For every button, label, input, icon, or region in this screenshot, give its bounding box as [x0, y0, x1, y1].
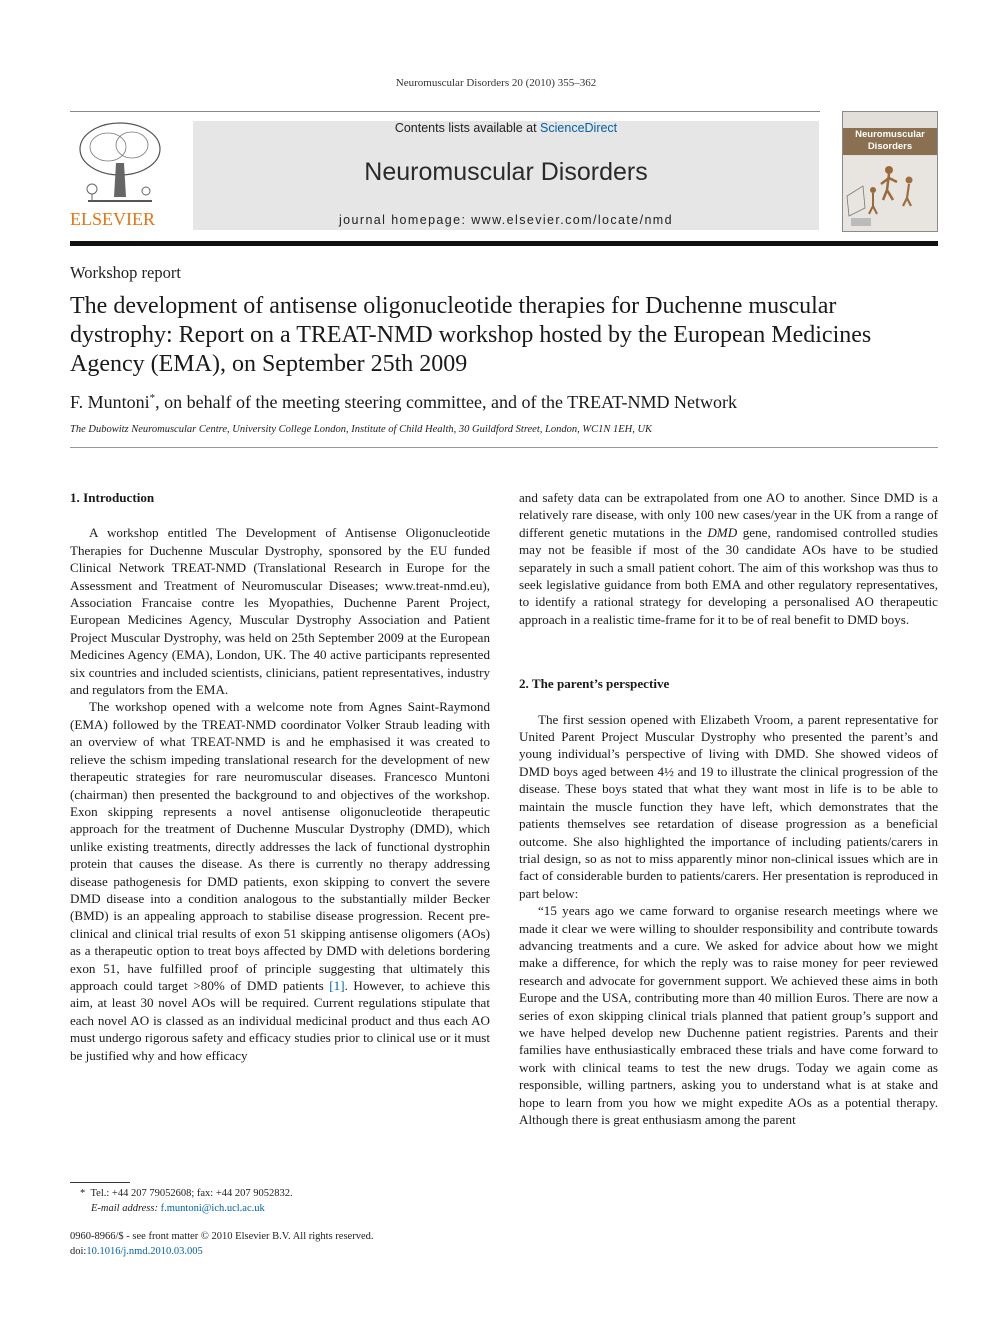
article-title: The development of antisense oligonucleotide therapies for Duchenne muscular dystrophy: Report on a TREAT-NMD workshop hosted by the European Medicines Agency (EMA), on September 25th 2009 — [70, 293, 872, 377]
footnote — [70, 1186, 490, 1216]
journal-banner — [193, 121, 819, 230]
paragraph: A workshop entitled The Development of Antisense Oligonucleotide Therapies for Duchenne Muscular Dystrophy, sponsored by the EU funded Clinical Network TREAT-NMD (Translational Research in Europe for the Assessment and Treatment of Neuromuscular Diseases; www.treat-nmd.eu), Association Francaise contre les Myopathies, Duchenne Parent Project, European Medicines Agency, Muscular Dystrophy Association and Patient Project Muscular Dystrophy, was held on 25th September 2009 at the European Medicines Agency (EMA), London, UK. The 40 active participants represented six countries and included scientists, clinicians, patient representatives, industry and regulators from the EMA. — [70, 525, 490, 698]
footnote-mark: * — [80, 1188, 86, 1199]
journal-cover-image — [842, 111, 938, 232]
reference-link[interactable]: [1] — [329, 977, 345, 993]
abstract-rule — [70, 447, 938, 448]
author-line — [70, 392, 940, 413]
author-affiliation: The Dubowitz Neuromuscular Centre, University College London, Institute of Child Health, 30 Guildford Street, London, WC1N 1EH, UK — [70, 424, 653, 435]
section-heading-parents-perspective: 2. The parent’s perspective — [519, 676, 670, 692]
corresponding-author-mark[interactable]: * — [149, 392, 156, 404]
doi-link[interactable]: 10.1016/j.nmd.2010.03.005 — [86, 1245, 203, 1257]
contents-line — [193, 121, 819, 135]
author-note: , on behalf of the meeting steering committee, and of the TREAT-NMD Network — [155, 392, 737, 412]
journal-homepage[interactable]: journal homepage: www.elsevier.com/locate/nmd — [339, 213, 673, 227]
sciencedirect-link[interactable]: ScienceDirect — [540, 121, 618, 135]
issn-line: 0960-8966/$ - see front matter © 2010 Elsevier B.V. All rights reserved. — [70, 1231, 374, 1242]
footnote-rule — [70, 1182, 130, 1183]
journal-name: Neuromuscular Disorders — [364, 158, 648, 186]
contents-prefix: Contents lists available at — [394, 121, 541, 135]
copyright-notice — [70, 1230, 490, 1259]
journal-citation: Neuromuscular Disorders 20 (2010) 355–362 — [395, 77, 597, 89]
paragraph: and safety data can be extrapolated from one AO to another. Since DMD is a relatively rare disease, with only 100 new cases/year in the UK from a range of different genetic mutations in the DMD gene, randomised controlled studies may not be feasible if most of the 30 candidate AOs have to be studied separately in such a small patient cohort. The aim of this workshop was thus to seek legislative guidance from both EMA and other regulatory representatives, to identify a rational strategy for developing a personalised AO therapeutic approach in a realistic time-frame for it to be of real benefit to DMD boys. — [519, 490, 938, 627]
paragraph: The workshop opened with a welcome note from Agnes Saint-Raymond (EMA) followed by the TREAT-NMD coordinator Volker Straub leading with an overview of what TREAT-NMD is and he emphasised it was created to relieve the schism impeding translational research for the development of new therapeutic strategies for rare neuromuscular diseases. Francesco Muntoni (chairman) then presented the background to and objectives of the workshop. Exon skipping represents a novel antisense oligonucleotide therapeutic approach for the treatment of Duchenne Muscular Dystrophy (DMD), which unlike existing treatments, directly addresses the lack of functional dystrophin protein that causes the disease. As there is currently no therapy addressing disease pathogenesis for DMD patients, exon skipping to convert the severe DMD disease into a condition analogous to the substantially milder Becker (BMD) is an appealing approach to stabilise disease progression. Recent pre-clinical and clinical trial results of exon 51 skipping antisense oligomers (AOs) as a therapeutic option to treat boys affected by DMD with deletions bordering exon 51, have fulfilled proof of principle suggesting that ultimately this approach could target >80% of DMD patients [1]. However, to achieve this aim, at least 30 novel AOs will be required. Current regulations stipulate that each novel AO is classed as an individual medicinal product and thus each AO must undergo rigorous safety and efficacy studies prior to clinical use or it must be justified why and how efficacy — [70, 699, 490, 1063]
paragraph: “15 years ago we came forward to organise research meetings where we made it clear we were willing to shoulder responsibility and contribute towards advancing treatments and a cure. We asked for advice about how we might make a difference, for which the reply was to raise money for peer reviewed research and advocate for government support. We achieved these aims in both Europe and the USA, contributing more than 40 million Euros. There are now a series of exon skipping clinical trials planned that patient group’s support and we have helped develop new Duchenne patient registries. Parents and their families have enthusiastically embraced these trials and have come forward to work with clinical teams to test the new drugs. Today we again come as responsible, willing partners, asking you to understand what is at stake and hope to learn from you how we might expedite AOs as a potential therapy. Although there is great enthusiasm among the parent — [519, 903, 938, 1127]
right-column — [519, 489, 938, 1128]
header-thick-rule — [70, 241, 938, 246]
cover-title: Neuromuscular Disorders — [843, 128, 937, 155]
doi-label: doi: — [70, 1245, 87, 1257]
section-heading-introduction: 1. Introduction — [70, 490, 155, 505]
author-email-link[interactable]: f.muntoni@ich.ucl.ac.uk — [160, 1203, 265, 1214]
author-name: F. Muntoni — [70, 392, 150, 412]
footnote-phone: Tel.: +44 207 79052608; fax: +44 207 9052832. — [90, 1188, 293, 1199]
elsevier-wordmark: ELSEVIER — [70, 209, 155, 229]
header-rule — [70, 111, 820, 112]
paragraph: The first session opened with Elizabeth Vroom, a parent representative for United Parent Project Muscular Dystrophy who presented the parent’s and young individual’s perspective of living with DMD. She showed videos of DMD boys aged between 4½ and 19 to illustrate the clinical progression of the disease. These boys stated that what they want most in life is to be able to maintain the muscle function they have left, which demonstrates that the patients themselves see retardation of disease progression as a beneficial outcome. She also highlighted the importance of including patients/carers in trial design, so as not to miss apparently minor non-clinical issues which are in fact of considerable burden to patients/carers. Her presentation is reproduced in part below: — [519, 711, 938, 901]
footnote-email-label: E-mail address: — [91, 1203, 158, 1214]
left-column — [70, 489, 490, 1064]
article-type: Workshop report — [70, 263, 181, 282]
